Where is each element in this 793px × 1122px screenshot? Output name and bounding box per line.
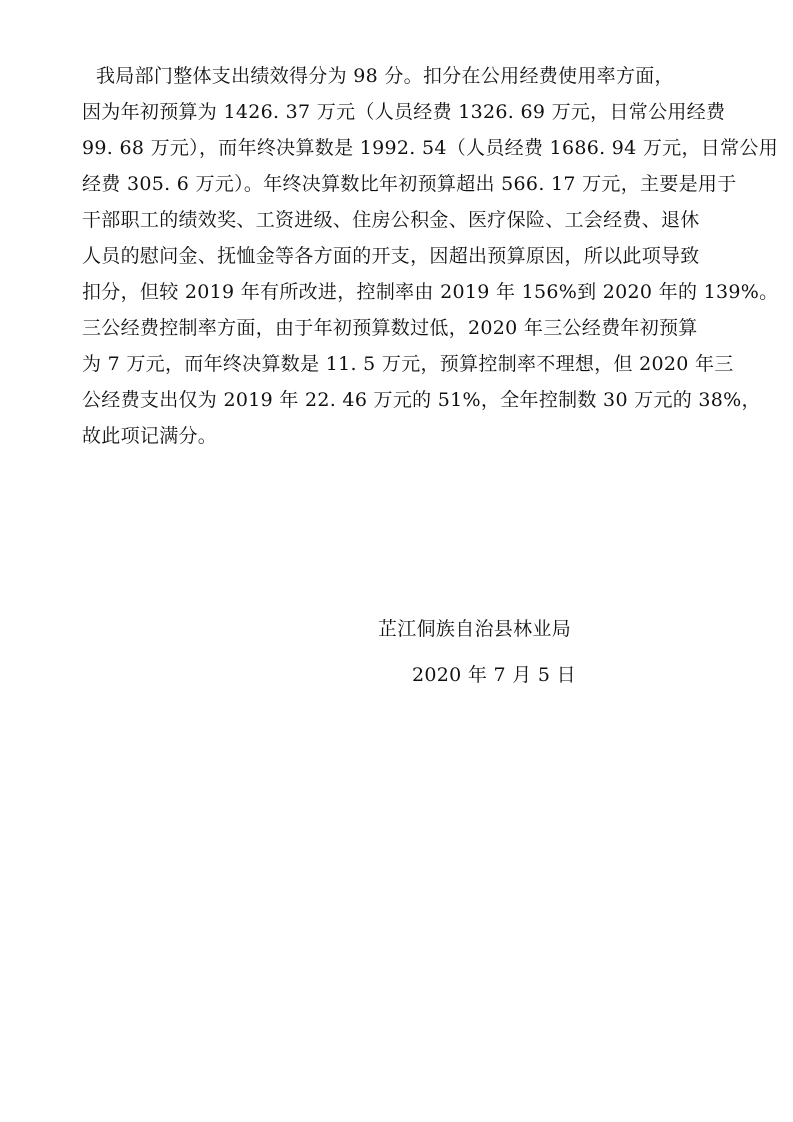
issue-date: 2020 年 7 月 5 日 <box>412 664 576 686</box>
paragraph-line-10: 公经费支出仅为 2019 年 22. 46 万元的 51%，全年控制数 30 万元的 38%， <box>82 389 761 411</box>
performance-paragraph <box>82 58 779 454</box>
paragraph-line-2: 因为年初预算为 1426. 37 万元（人员经费 1326. 69 万元，日常公用经费 <box>82 101 726 123</box>
paragraph-line-5: 干部职工的绩效奖、工资进级、住房公积金、医疗保险、工会经费、退休 <box>82 209 700 231</box>
paragraph-line-1: 我局部门整体支出绩效得分为 98 分。扣分在公用经费使用率方面， <box>96 65 674 87</box>
paragraph-line-7: 扣分，但较 2019 年有所改进，控制率由 2019 年 156%到 2020 年的 139%。 <box>82 281 779 303</box>
paragraph-line-3: 99. 68 万元），而年终决算数是 1992. 54（人员经费 1686. 94 万元，日常公用 <box>82 137 779 159</box>
signature-block <box>378 606 618 698</box>
paragraph-line-6: 人员的慰问金、抚恤金等各方面的开支，因超出预算原因，所以此项导致 <box>82 245 700 267</box>
paragraph-line-11: 故此项记满分。 <box>82 425 218 447</box>
issuing-organization: 芷江侗族自治县林业局 <box>378 618 572 640</box>
paragraph-line-9: 为 7 万元，而年终决算数是 11. 5 万元，预算控制率不理想，但 2020 年三 <box>82 353 734 375</box>
paragraph-line-4: 经费 305. 6 万元）。年终决算数比年初预算超出 566. 17 万元，主要是用于 <box>82 173 737 195</box>
paragraph-line-8: 三公经费控制率方面，由于年初预算数过低，2020 年三公经费年初预算 <box>82 317 698 339</box>
